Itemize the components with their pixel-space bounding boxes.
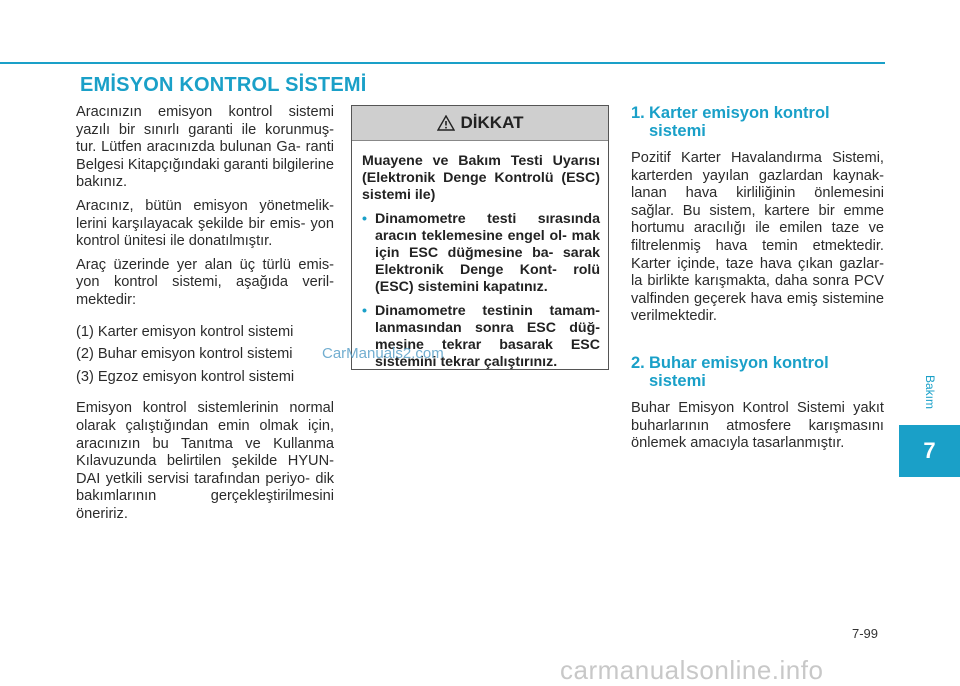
left-column [76, 104, 334, 529]
warning-triangle-icon [437, 115, 455, 131]
caution-lead: Muayene ve Bakım Testi Uyarısı (Elektronik Denge Kontrolü (ESC) sistemi ile) [362, 153, 600, 204]
section-heading [631, 354, 884, 390]
footer-watermark: carmanualsonline.info [560, 655, 824, 685]
bullet-dot-icon: • [362, 210, 367, 227]
section-number: 1. [631, 104, 645, 122]
intro-paragraph: Aracınızın emisyon kontrol sistemi yazılı bir sınırlı garanti ile korunmuş- tur. Lütfen aracınızda bulunan Ga- ranti Belgesi Kitapçığındaki garanti bilgilerine bakınız. [76, 104, 334, 191]
section-body: Pozitif Karter Havalandırma Sistemi, karterden yayılan gazlardan kaynak- lanan hava kirliliğinin önlemesini sağlar. Bu sistem, kartere bir emme hortumu aracılığı ile emilen taze ve filtrelenmiş hava temin etmektedir. Karter içinde, taze hava çıkan gazlar- la birlikte karışmakta, daha sonra PCV valfinden geçerek hava emiş sistemine verilmektedir. [631, 150, 884, 325]
page-title: EMİSYON KONTROL SİSTEMİ [80, 74, 367, 96]
caution-bullet-text: Dinamometre testinin tamam- lanmasından sonra ESC düğ- mesine tekrar basarak ESC sistemini tekrar çalıştırınız. [375, 302, 600, 371]
page-number: 7-99 [852, 626, 879, 641]
chapter-tab [899, 425, 960, 477]
list-item: (2) Buhar emisyon kontrol sistemi [76, 346, 293, 363]
caution-body [352, 141, 608, 371]
section-heading-line: sistemi [649, 122, 706, 140]
chapter-number: 7 [923, 438, 936, 463]
intro-paragraph: Araç üzerinde yer alan üç türlü emis- yon kontrol sistemi, aşağıda veril- mektedir: [76, 256, 334, 308]
top-rule [0, 62, 885, 64]
caution-title: DİKKAT [460, 113, 524, 132]
section-heading-line: Buhar emisyon kontrol [649, 353, 829, 372]
list-item: (3) Egzoz emisyon kontrol sistemi [76, 368, 295, 385]
section-heading [631, 104, 884, 140]
bullet-dot-icon: • [362, 302, 367, 319]
section-heading-line: sistemi [649, 371, 706, 390]
section-number: 2. [631, 353, 645, 372]
watermark: CarManuals2.com [322, 345, 444, 362]
caution-box [351, 105, 609, 370]
emission-system-list [76, 324, 334, 387]
caution-header [352, 106, 608, 141]
section-heading-line: Karter emisyon kontrol [649, 104, 830, 122]
chapter-side-label: Bakım [923, 374, 937, 409]
list-item: (1) Karter emisyon kontrol sistemi [76, 323, 294, 340]
right-column [631, 104, 884, 459]
caution-bullet-text: Dinamometre testi sırasında aracın teklemesine engel ol- mak için ESC düğmesine ba- sarak Elektronik Denge Kont- rolü (ESC) sistemini kapatınız. [375, 210, 600, 296]
caution-bullet [362, 211, 600, 297]
intro-paragraph: Aracınız, bütün emisyon yönetmelik- lerini karşılayacak şekilde bir emis- yon kontrol ünitesi ile donatılmıştır. [76, 197, 334, 250]
section-body: Buhar Emisyon Kontrol Sistemi yakıt buharlarının atmosfere karışmasını önlemek amacıyla tasarlanmıştır. [631, 399, 884, 452]
closing-paragraph: Emisyon kontrol sistemlerinin normal olarak çalıştığından emin olmak için, aracınızın bu Tanıtma ve Kullanma Kılavuzunda belirtilen şekilde HYUN- DAI yetkili servisi tarafından periyo- dik bakımlarının gerçekleştirilmesini öneririz. [76, 400, 334, 522]
